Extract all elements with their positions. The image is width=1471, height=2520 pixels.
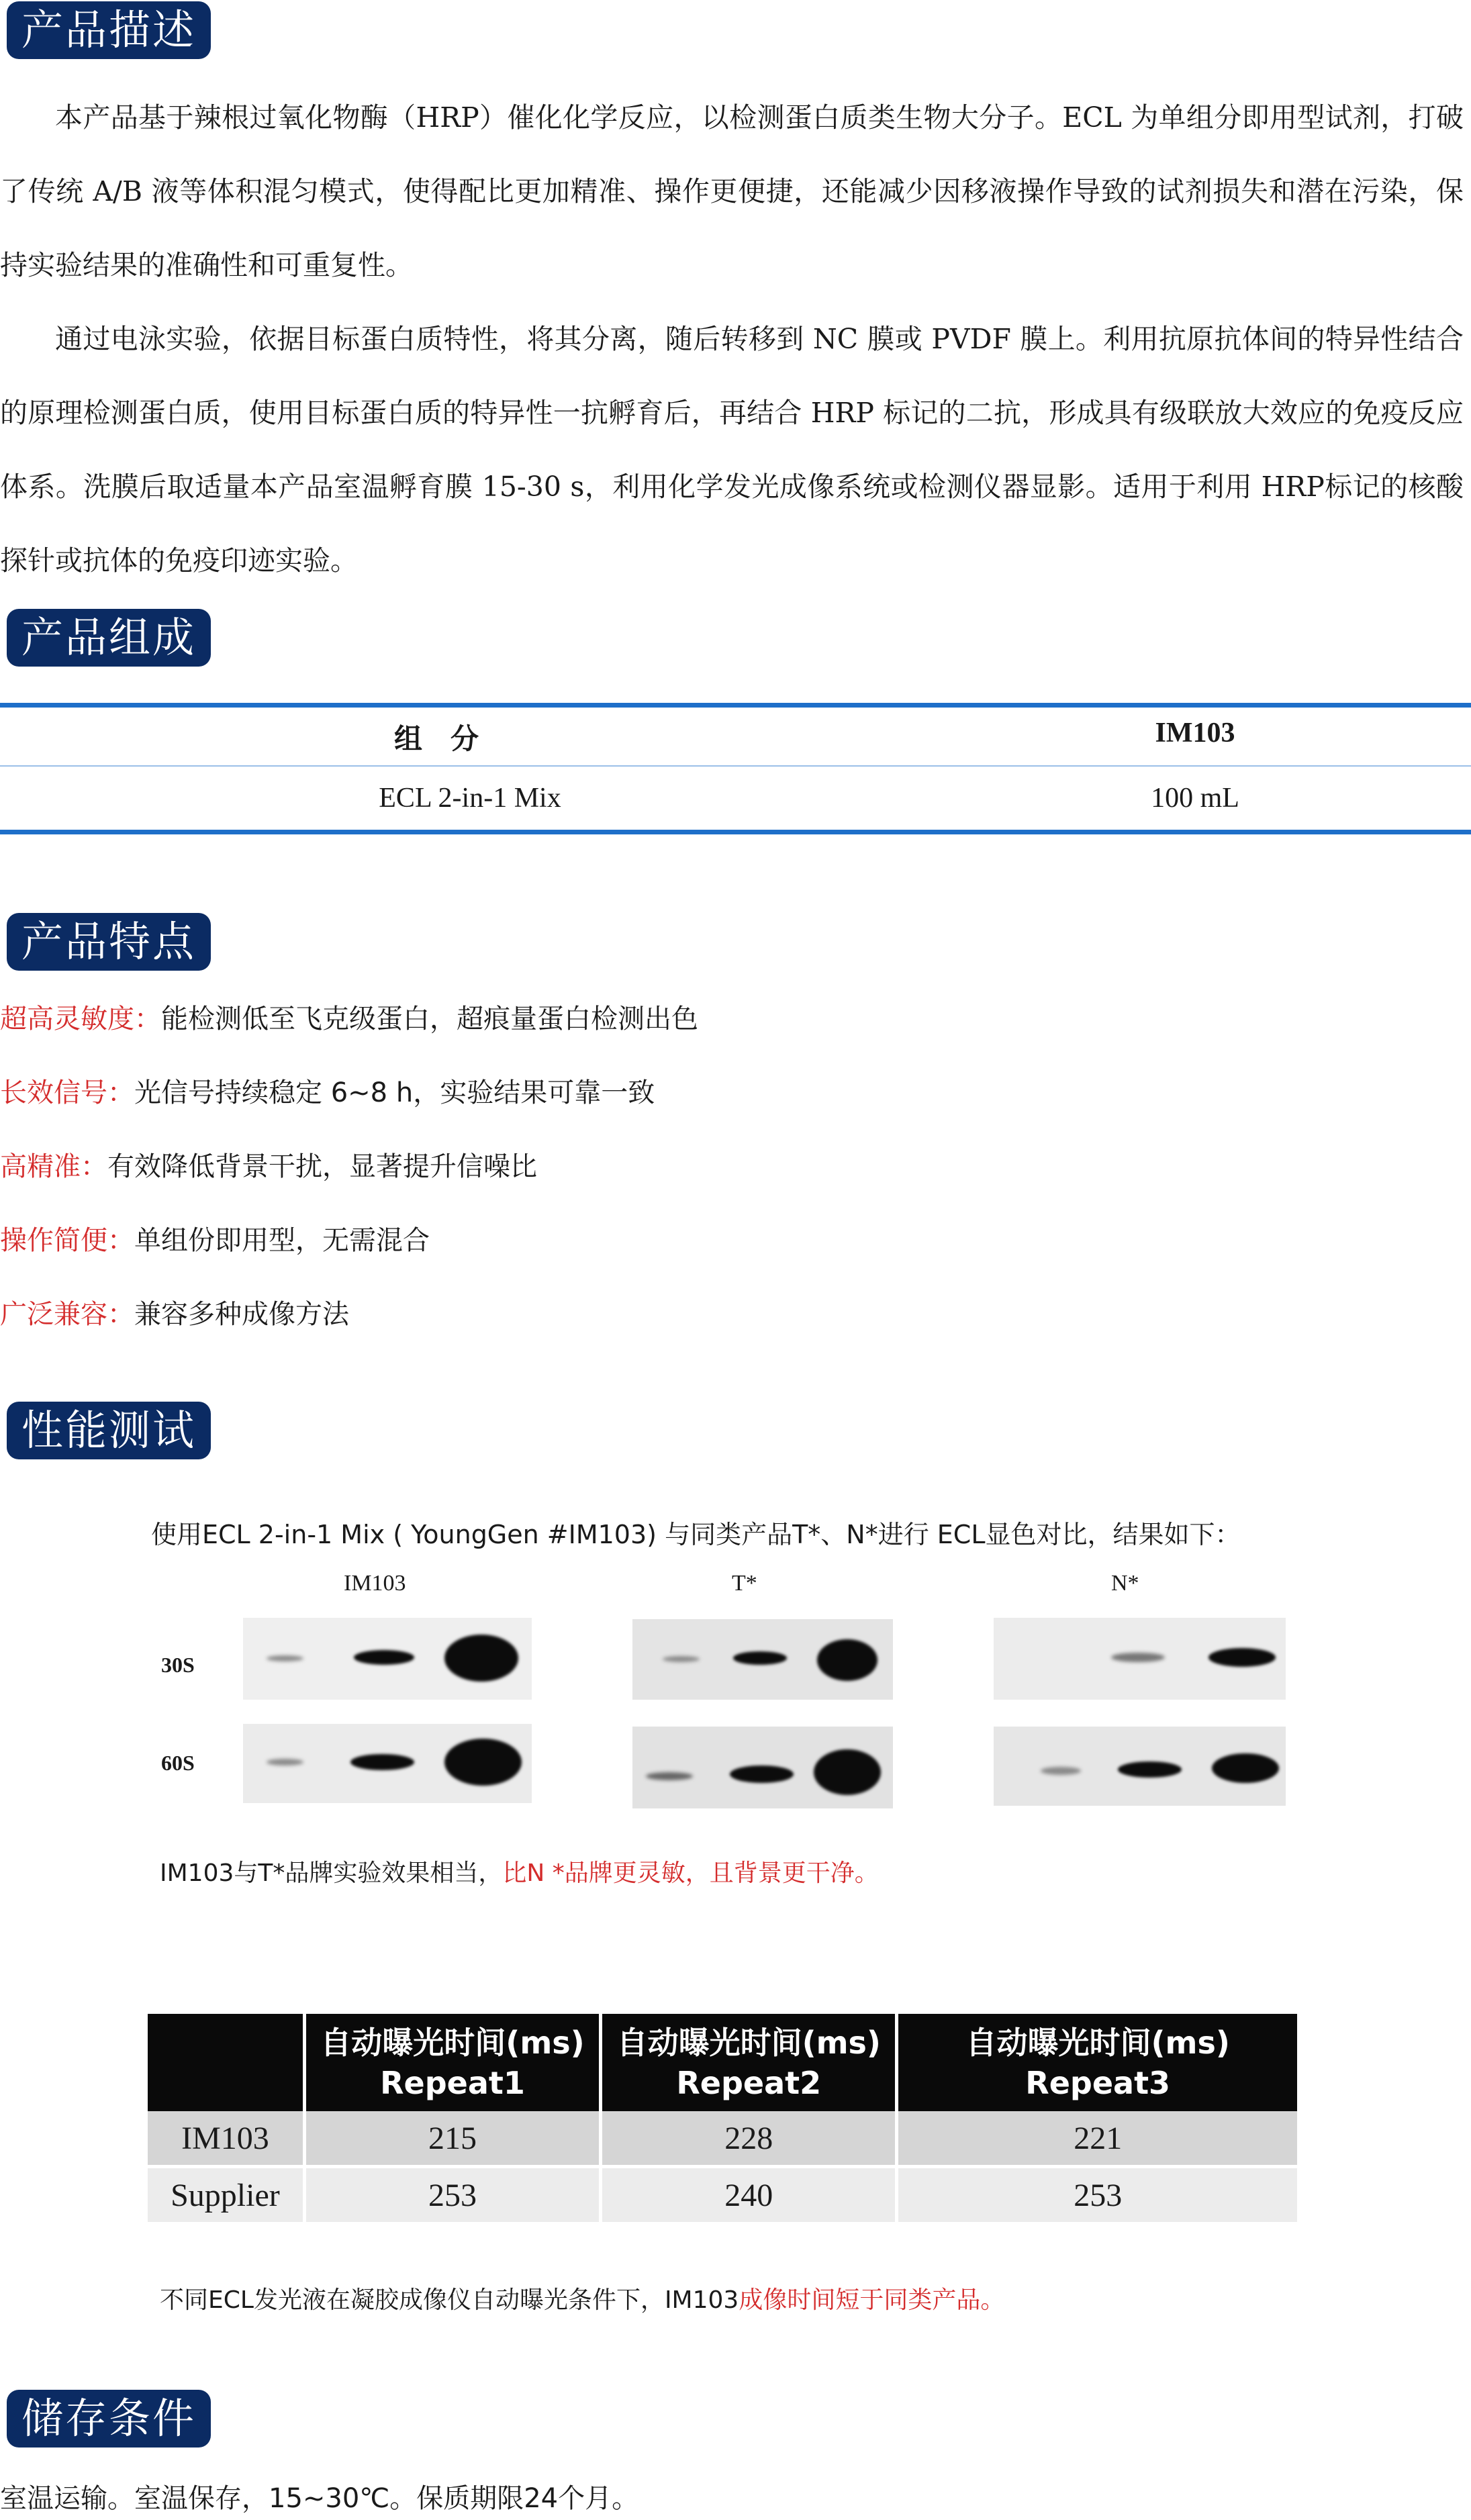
section-title-storage: 储存条件 — [7, 2390, 211, 2448]
table-cell: 253 — [897, 2167, 1297, 2223]
blot-im103-60s — [243, 1724, 532, 1803]
table-mid-rule — [0, 765, 1471, 767]
section-title-performance: 性能测试 — [7, 1402, 211, 1459]
blot-caption-plain: IM103与T*品牌实验效果相当， — [160, 1859, 503, 1887]
table-row — [148, 2111, 1297, 2167]
exposure-header-empty — [148, 2014, 304, 2111]
row-label-30s: 30S — [161, 1653, 195, 1677]
section-title-features: 产品特点 — [7, 913, 211, 971]
table-note — [160, 2281, 1004, 2315]
exposure-table — [148, 2014, 1297, 2222]
blot-label-t: T* — [732, 1571, 757, 1596]
row-label-60s: 60S — [161, 1751, 195, 1775]
blot-caption — [160, 1854, 879, 1888]
blot-label-n: N* — [1111, 1571, 1139, 1596]
blot-im103-30s — [243, 1618, 532, 1700]
table-note-highlight: 成像时间短于同类产品。 — [739, 2286, 1005, 2314]
table-row — [148, 2167, 1297, 2223]
section-title-composition: 产品组成 — [7, 609, 211, 667]
exposure-header-repeat1 — [304, 2014, 600, 2111]
blot-n-30s — [994, 1618, 1286, 1700]
table-bottom-rule — [0, 830, 1471, 834]
feature-text: 有效降低背景干扰，显著提升信噪比 — [107, 1151, 537, 1182]
description-paragraph-1: 本产品基于辣根过氧化物酶（HRP）催化化学反应，以检测蛋白质类生物大分子。ECL 为单组分即用型试剂，打破了传统 A/B 液等体积混匀模式，使得配比更加精准、操作更便捷，还能减少因移液操作导致的试剂损失和潜在污染，保持实验结果的准确性和可重复性。 — [0, 101, 1464, 281]
exposure-header-repeat2 — [601, 2014, 897, 2111]
feature-key: 长效信号： — [0, 1077, 134, 1108]
table-cell: Supplier — [148, 2167, 304, 2223]
blot-caption-highlight: 比N *品牌更灵敏，且背景更干净。 — [502, 1859, 879, 1887]
blot-label-im103: IM103 — [344, 1571, 406, 1596]
exposure-header-repeat3 — [897, 2014, 1297, 2111]
table-cell: 215 — [304, 2111, 600, 2167]
header-line: 自动曝光时间(ms) — [616, 2024, 881, 2061]
header-line: 自动曝光时间(ms) — [320, 2024, 585, 2061]
feature-key: 操作简便： — [0, 1225, 134, 1256]
blot-t-30s — [632, 1619, 893, 1700]
feature-item — [0, 998, 698, 1036]
table-cell: 221 — [897, 2111, 1297, 2167]
table-cell: 228 — [601, 2111, 897, 2167]
blot-n-60s — [994, 1727, 1286, 1806]
composition-amount: 100 mL — [1151, 783, 1239, 814]
header-line: 自动曝光时间(ms) — [965, 2024, 1230, 2061]
storage-text: 室温运输。室温保存，15~30℃。保质期限24个月。 — [0, 2483, 639, 2514]
feature-item — [0, 1071, 655, 1110]
section-title-description: 产品描述 — [7, 1, 211, 59]
feature-item — [0, 1293, 349, 1331]
feature-text: 兼容多种成像方法 — [134, 1299, 349, 1330]
exposure-table-header-row — [148, 2014, 1297, 2111]
feature-key: 广泛兼容： — [0, 1299, 134, 1330]
performance-intro: 使用ECL 2-in-1 Mix ( YoungGen #IM103) 与同类产品T*、N*进行 ECL显色对比，结果如下： — [151, 1520, 1241, 1549]
composition-header-product: IM103 — [1155, 718, 1235, 748]
header-line: Repeat2 — [676, 2064, 822, 2101]
composition-component: ECL 2-in-1 Mix — [379, 783, 561, 814]
description-paragraph-2: 通过电泳实验，依据目标蛋白质特性，将其分离，随后转移到 NC 膜或 PVDF 膜上。利用抗原抗体间的特异性结合的原理检测蛋白质，使用目标蛋白质的特异性一抗孵育后，再结合 HRP 标记的二抗，形成具有级联放大效应的免疫反应体系。洗膜后取适量本产品室温孵育膜 15-30 s，利用化学发光成像系统或检测仪器显影。适用于利用 HRP标记的核酸探针或抗体的免疫印迹实验。 — [0, 323, 1464, 577]
table-cell: IM103 — [148, 2111, 304, 2167]
feature-item — [0, 1145, 537, 1183]
feature-item — [0, 1219, 430, 1257]
table-cell: 253 — [304, 2167, 600, 2223]
table-top-rule — [0, 703, 1471, 708]
feature-text: 单组份即用型，无需混合 — [134, 1225, 430, 1256]
feature-text: 能检测低至飞克级蛋白，超痕量蛋白检测出色 — [161, 1004, 698, 1034]
feature-key: 高精准： — [0, 1151, 107, 1182]
table-cell: 240 — [601, 2167, 897, 2223]
table-note-plain: 不同ECL发光液在凝胶成像仪自动曝光条件下，IM103 — [160, 2286, 739, 2314]
header-line: Repeat3 — [1025, 2064, 1171, 2101]
feature-key: 超高灵敏度： — [0, 1004, 161, 1034]
header-line: Repeat1 — [380, 2064, 525, 2101]
feature-text: 光信号持续稳定 6~8 h，实验结果可靠一致 — [134, 1077, 655, 1108]
composition-header-component: 组 分 — [393, 722, 479, 755]
blot-t-60s — [632, 1727, 893, 1808]
